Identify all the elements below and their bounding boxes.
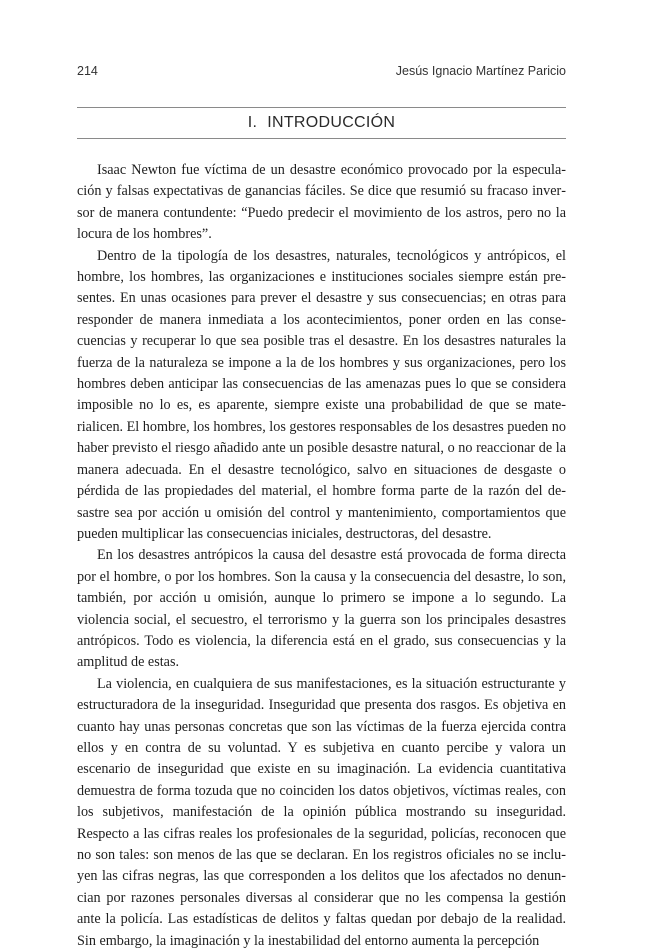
paragraph: En los desastres antrópicos la causa del desastre está provocada de forma directa por el hombre, o por los hombres. Son la causa y la consecuencia del desastre, lo son, también, por acción u omisión, aunque lo primero se impone a lo segundo. La violencia social, el secuestro, el terrorismo y la guerra son los principales desastres antrópicos. Todo es violencia, la diferencia está en el grado, sus consecuencias y la amplitud de estas.: [77, 547, 566, 671]
paragraph: Isaac Newton fue víctima de un desastre económico provocado por la especulación y falsas expectativas de ganancias fáciles. Se dice que resumió su fracaso inversor de manera contundente: “Puedo predecir el movimiento de los astros, pero no la locura de los hombres”.: [77, 162, 566, 243]
section-title: INTRODUCCIÓN: [267, 114, 396, 131]
page-number: 214: [77, 64, 98, 78]
paragraph: La violencia, en cualquiera de sus manifestaciones, es la situación estructurante y estructuradora de la inseguridad. Inseguridad que presenta dos rasgos. Es objetiva en cuanto hay unas personas concretas que son las víctimas de la fuerza ejercida contra ellos y en contra de su voluntad. Y es subjetiva en cuanto percibe y valora un escenario de inseguridad que existe en su imaginación. La evidencia cuantitativa demuestra de forma tozuda que no coinciden los datos objetivos, víctimas reales, con los subjetivos, manifestación de la opinión pública mostrando su inseguridad. Respecto a las cifras reales los profesionales de la seguridad, policías, reconocen que no son tales: son menos de las que se declaran. En los registros oficiales no se incluyen las cifras negras, las que corresponden a los delitos que los afectados no denuncian por razones personales diversas al considerar que no les compensa la gestión ante la policía. Las estadísticas de delitos y faltas quedan por debajo de la realidad. Sin embargo, la imaginación y la inestabilidad del entorno aumenta la percepción: [77, 675, 566, 949]
body-text: [77, 160, 566, 952]
running-head-author: Jesús Ignacio Martínez Paricio: [395, 64, 566, 78]
section-number: I.: [247, 114, 258, 131]
page-header: [77, 64, 566, 84]
paragraph: Dentro de la tipología de los desastres, naturales, tecnológicos y antrópicos, el hombre, los hombres, las organizaciones e instituciones sociales siempre están presentes. En unas ocasiones para prever el desastre y sus consecuencias; en otras para responder de manera inmediata a los acontecimientos, poner orden en las consecuencias y recuperar lo que sea posible tras el desastre. En los desastres naturales la fuerza de la naturaleza se impone a la de los hombres y sus organizaciones, pero los hombres deben anticipar las consecuencias de las amenazas pues lo que se considera imposible no lo es, es aparente, siempre existe una probabilidad de que se materialicen. El hombre, los hombres, los gestores responsables de los desastres pueden no haber previsto el riesgo añadido ante un posible desastre natural, o no reaccionar de la manera adecuada. En el desastre tecnológico, salvo en situaciones de desgaste o pérdida de las propiedades del material, el hombre forma parte de la razón del desastre sea por acción u omisión del control y mantenimiento, comportamientos que pueden multiplicar las consecuencias iniciales, destructoras, del desastre.: [77, 247, 566, 542]
section-heading: [77, 107, 566, 139]
